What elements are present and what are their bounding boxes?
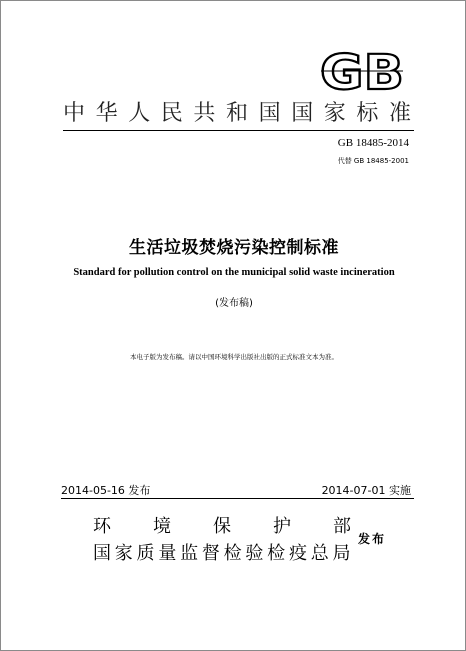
gb-logo-icon bbox=[318, 49, 406, 93]
draft-note: (发布稿) bbox=[215, 298, 253, 309]
implementation-date: 2014-07-01 实施 bbox=[321, 484, 411, 497]
gb-logo bbox=[318, 49, 406, 93]
national-standard-title: 中华人民共和国国家标准 bbox=[63, 101, 413, 126]
replaces-standard: 代替 GB 18485-2001 bbox=[337, 157, 409, 165]
publication-notice: 本电子版为发布稿。请以中国环境科学出版社出版的正式标准文本为准。 bbox=[130, 353, 338, 361]
publish-label: 发布 bbox=[358, 532, 387, 546]
top-divider bbox=[63, 130, 414, 131]
bottom-divider bbox=[61, 498, 414, 499]
document-title-en: Standard for pollution control on the municipal solid waste incineration bbox=[73, 267, 395, 278]
document-title-cn: 生活垃圾焚烧污染控制标准 bbox=[129, 238, 339, 258]
issuer-ministry-env: 环境保护部 bbox=[93, 516, 351, 537]
issuer-aqsiq: 国家质量监督检验检疫总局 bbox=[93, 543, 351, 564]
issue-date: 2014-05-16 发布 bbox=[61, 484, 151, 497]
gb-logo-text: GB bbox=[320, 49, 404, 93]
standard-number: GB 18485-2014 bbox=[337, 137, 409, 149]
